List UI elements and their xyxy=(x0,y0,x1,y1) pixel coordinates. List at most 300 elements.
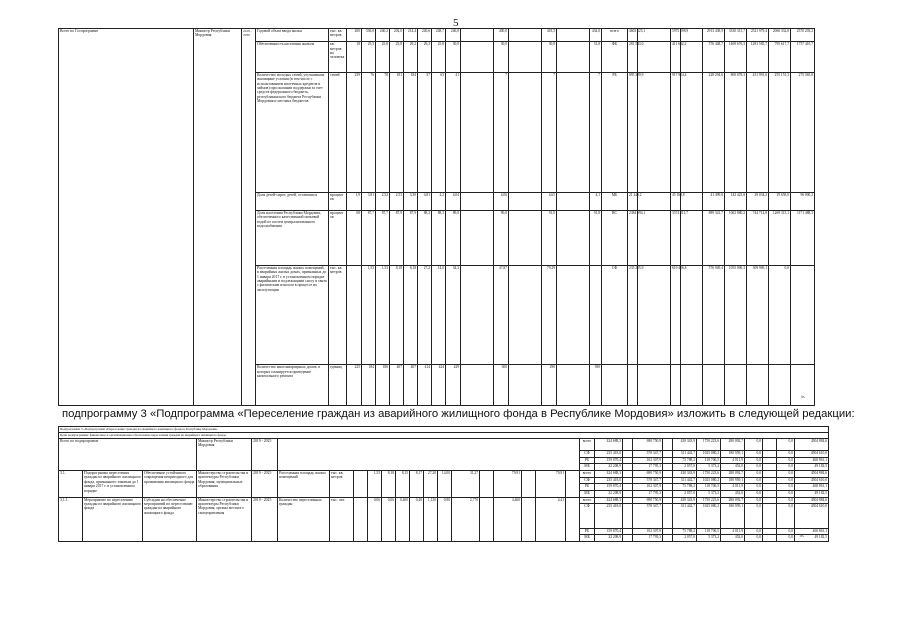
funding-value: 228 294,6 xyxy=(703,72,725,192)
indicator-value: 18 xyxy=(347,42,362,72)
indicator-value: 7 xyxy=(494,72,509,192)
funding-value: 4603 525,1 xyxy=(628,29,638,42)
funding-value: 180 959,1 xyxy=(721,477,745,484)
funding-value: 431 991,6 xyxy=(747,72,769,192)
source: РБ xyxy=(580,528,595,535)
total-row xyxy=(59,438,829,450)
funding-value: 41 499,8 xyxy=(703,192,725,210)
funding-value: 4504 610,0 xyxy=(795,504,829,528)
source: СФ xyxy=(580,504,595,528)
indicator-value: 414 xyxy=(418,365,432,406)
funding-value xyxy=(763,490,777,497)
funding-value xyxy=(663,471,673,478)
funding-value: 1055 096,3 xyxy=(725,265,747,365)
indicator-value: 29,2 xyxy=(404,42,418,72)
item-unit: тыс. чел. xyxy=(330,497,354,541)
item-indicator: Расселенная площадь жилых помещений xyxy=(278,471,330,498)
indicator-value xyxy=(461,365,494,406)
indicator-value xyxy=(557,29,590,42)
funding-value: 0,0 xyxy=(777,438,795,450)
indicator-value: 290 xyxy=(542,365,557,406)
funding-value: 5 373,2 xyxy=(697,535,721,542)
funding-value: 142 423,8 xyxy=(725,192,747,210)
funding-value: 895 389,9 xyxy=(628,72,638,192)
funding-value: 280 092,7 xyxy=(721,497,745,504)
indicator-value: 4,2 xyxy=(432,192,446,210)
funding-value xyxy=(725,365,747,406)
indicator-value: 89,0 xyxy=(446,210,461,265)
funding-value: 49 182,5 xyxy=(795,464,829,471)
funding-value: 0,0 xyxy=(745,464,763,471)
indicator-value: 25,8 xyxy=(376,42,390,72)
item-value: 79,91 xyxy=(536,471,566,498)
funding-value: 0,0 xyxy=(745,451,763,458)
indicator-value xyxy=(461,265,494,365)
funding-value: 4 011,9 xyxy=(721,528,745,535)
funding-value: 17 795,3 xyxy=(633,535,663,542)
funding-value: 96 000,2 xyxy=(791,192,815,210)
funding-value xyxy=(763,438,777,450)
source: РБ xyxy=(602,72,628,192)
item-title: Подпрограмма переселения граждан из аварийного жилищного фонда, признанного таковым до 1 января 2017 г. в установленном порядке xyxy=(83,471,143,498)
indicator-value: 30,8 xyxy=(542,42,557,72)
funding-value xyxy=(623,457,633,464)
indicator-value xyxy=(557,265,590,365)
funding-value: 21 249,2 xyxy=(628,192,638,210)
funding-value: 460 861,1 xyxy=(795,528,829,535)
item-value xyxy=(354,497,368,541)
item-executor: Министерство строительства и архитектуры Республики Мордовия, муниципальные образования xyxy=(197,471,252,498)
funding-value xyxy=(663,438,673,450)
item-value xyxy=(566,497,580,541)
funding-value: 430 343,9 xyxy=(673,471,697,478)
funding-value xyxy=(623,504,633,528)
item-value xyxy=(480,497,494,541)
funding-value xyxy=(681,72,703,192)
source: всего xyxy=(580,438,595,450)
funding-value xyxy=(663,484,673,491)
funding-value xyxy=(623,477,633,484)
funding-value xyxy=(763,504,777,528)
item-value: 0,48 xyxy=(410,497,424,541)
funding-value xyxy=(763,451,777,458)
indicator-value: 88,3 xyxy=(432,210,446,265)
funding-value: 1062 880,2 xyxy=(725,210,747,265)
indicator-value: 30,0 xyxy=(494,42,509,72)
funding-value: 0,0 xyxy=(777,528,795,535)
funding-value: 118 706,5 xyxy=(697,457,721,464)
indicator-name: Количество молодых семей, улучшивших жилищные условия (в том числе с использованием ипотечных кредитов и займов) при оказании поддержки за счет средств федерального бюджета, республиканского бюджета Республики Мордовия и местных бюджетов xyxy=(256,72,329,192)
period: 2019 - 2030 xyxy=(242,29,256,406)
item-number: 3.1. xyxy=(59,471,83,498)
funding-value: 2060 332,8 xyxy=(769,29,791,42)
indicator-value: 240,2 xyxy=(376,29,390,42)
indicator-value: 240,6 xyxy=(418,29,432,42)
funding-value: 1281 585,7 xyxy=(747,42,769,72)
funding-value: 0,0 xyxy=(769,265,791,365)
funding-value xyxy=(681,42,703,72)
item-period: 2019 - 2025 xyxy=(252,497,278,541)
funding-value: 159 870,4 xyxy=(595,484,623,491)
funding-value: 0,0 xyxy=(777,464,795,471)
funding-value xyxy=(638,192,671,210)
indicator-value: 27,2 xyxy=(418,265,432,365)
indicator-value: 79,29 xyxy=(542,265,557,365)
funding-value xyxy=(623,464,633,471)
funding-value: 0,0 xyxy=(745,471,763,478)
indicator-value: 336,0 xyxy=(362,29,376,42)
funding-value: 0,0 xyxy=(777,484,795,491)
funding-value: 235 205,9 xyxy=(628,265,638,365)
source: МБ xyxy=(580,535,595,542)
funding-value: 311 442,7 xyxy=(673,477,697,484)
item-value: 14,00 xyxy=(438,471,452,498)
funding-value xyxy=(663,528,673,535)
funding-value: 159 870,4 xyxy=(595,528,623,535)
funding-value xyxy=(763,535,777,542)
indicator-value: 200 xyxy=(347,29,362,42)
source: РБ xyxy=(580,457,595,464)
indicator-value xyxy=(461,210,494,265)
item-value: 8,18 xyxy=(382,471,396,498)
indicator-value: 8,18 xyxy=(404,265,418,365)
row-label: Всего по Госпрограмме xyxy=(59,29,194,406)
funding-value xyxy=(628,365,638,406)
funding-value xyxy=(763,528,777,535)
indicator-value: 4,04 xyxy=(446,192,461,210)
funding-value: 19 658,0 xyxy=(769,192,791,210)
funding-value xyxy=(623,490,633,497)
item-value xyxy=(522,471,536,498)
funding-value xyxy=(763,464,777,471)
funding-value: 1269 315,1 xyxy=(769,210,791,265)
indicator-value: 225 xyxy=(347,365,362,406)
funding-value: 118 706,5 xyxy=(697,528,721,535)
indicator-value xyxy=(509,365,542,406)
funding-value: 17 795,3 xyxy=(633,464,663,471)
source: всего xyxy=(580,471,595,478)
funding-value: 452,0 xyxy=(721,535,745,542)
funding-value: 0,0 xyxy=(745,438,763,450)
funding-value xyxy=(663,535,673,542)
indicator-value: 91,8 xyxy=(590,210,602,265)
funding-value: 22 208,9 xyxy=(595,535,623,542)
source: ФБ xyxy=(602,42,628,72)
funding-value: 75 788,2 xyxy=(673,528,697,535)
item-value: 79,91 xyxy=(494,471,522,498)
funding-value: 424 688,3 xyxy=(595,497,623,504)
funding-value: 4504 884,6 xyxy=(795,471,829,478)
indicator-value: 57 xyxy=(418,72,432,192)
program-row xyxy=(59,29,815,42)
funding-value xyxy=(638,265,671,365)
indicator-value: 34,3 xyxy=(446,265,461,365)
indicator-value: 91,0 xyxy=(542,210,557,265)
item-value: 27,20 xyxy=(424,471,438,498)
funding-value: 1750 223,6 xyxy=(697,471,721,478)
indicator-value: 390 xyxy=(590,365,602,406)
funding-value: 49 182,5 xyxy=(795,490,829,497)
funding-value xyxy=(763,457,777,464)
indicator-value: 31,8 xyxy=(590,42,602,72)
funding-value: 1025 080,2 xyxy=(697,504,721,528)
funding-value: 1757 410,7 xyxy=(791,42,815,72)
indicator-value xyxy=(557,42,590,72)
subprogram-goal-row-text: Цели подпрограммы: финансовое и организационное обеспечение переселения граждан из аварийного жилищного фонда xyxy=(59,432,829,438)
indicator-name: Расселенная площадь жилых помещений, в аварийных жилых домах, признанных до 1 января 2017 г. в установленном порядке аварийными и подлежащими сносу в связи с физическим износом в процессе их эксплуатации xyxy=(256,265,329,365)
indicator-value: 14,0 xyxy=(432,265,446,365)
indicator-value: 248,7 xyxy=(432,29,446,42)
indicator-value xyxy=(461,192,494,210)
funding-value: 102 307,9 xyxy=(633,484,663,491)
item-value xyxy=(480,471,494,498)
funding-value: 698 750,9 xyxy=(633,471,663,478)
funding-value: 698 750,9 xyxy=(633,438,663,450)
funding-value xyxy=(703,365,725,406)
unit: процентов xyxy=(329,210,347,265)
item-value xyxy=(354,471,368,498)
item-unit: тыс. кв. метров xyxy=(330,471,354,498)
indicator-value xyxy=(509,72,542,192)
indicator-value: 181 xyxy=(390,72,404,192)
indicator-value: 1,9 xyxy=(347,192,362,210)
indicator-value: 68 xyxy=(347,210,362,265)
funding-value: 281 543,0 xyxy=(628,42,638,72)
funding-value: 45 169,8 xyxy=(671,192,681,210)
item-value: 0,06 xyxy=(382,497,396,541)
indicator-value: 184 xyxy=(362,365,376,406)
item-measure: Субсидии на обеспечение мероприятий по переселению граждан из аварийного жилищного фонда xyxy=(143,497,197,541)
funding-value: 280 092,7 xyxy=(721,438,745,450)
funding-value: 2913 438,9 xyxy=(703,29,725,42)
funding-value xyxy=(663,464,673,471)
source xyxy=(602,365,628,406)
funding-value: 619 406,8 xyxy=(671,265,681,365)
funding-value: 2370 203,2 xyxy=(791,29,815,42)
indicator-value xyxy=(461,72,494,192)
funding-value xyxy=(681,210,703,265)
unit: процентов xyxy=(329,192,347,210)
item-value: 0,06 xyxy=(368,497,382,541)
indicator-value: 29,2 xyxy=(418,42,432,72)
page-number: 5 xyxy=(453,17,459,29)
total-period: 2019 - 2025 xyxy=(252,438,278,470)
source: СФ xyxy=(580,451,595,458)
funding-value: 75 788,2 xyxy=(673,457,697,464)
funding-value xyxy=(663,451,673,458)
funding-value xyxy=(623,451,633,458)
funding-value: 2 057,0 xyxy=(673,464,697,471)
funding-value: 0,0 xyxy=(745,497,763,504)
funding-value: 0,0 xyxy=(777,457,795,464)
indicator-name: Обеспеченность населения жильем xyxy=(256,42,329,72)
total-executor: Министр Республики Мордовия xyxy=(197,438,252,470)
indicator-value: 7 xyxy=(590,72,602,192)
indicator-value: 1,53 xyxy=(362,265,376,365)
indicator-value: 186 xyxy=(376,365,390,406)
indicator-value: 407 xyxy=(404,365,418,406)
funding-value xyxy=(681,265,703,365)
funding-value xyxy=(623,497,633,504)
indicator-value xyxy=(509,29,542,42)
indicator-value: 184 xyxy=(404,72,418,192)
funding-value: 578 347,7 xyxy=(633,451,663,458)
funding-value xyxy=(638,42,671,72)
funding-value: 311 442,7 xyxy=(673,451,697,458)
indicator-value: 88,2 xyxy=(418,210,432,265)
indicator-value xyxy=(509,265,542,365)
item-3-1-row xyxy=(59,471,829,478)
indicator-name: Количество многоквартирных домов, в которых планируется проведение капитального ремонта xyxy=(256,365,329,406)
subprogram-title-row-text: Подпрограмма 3 «Подпрограмма «Переселение граждан из аварийного жилищного фонда в Республике Мордовия» xyxy=(59,427,829,433)
indicator-value: 424 xyxy=(432,365,446,406)
item-value: 0,90 xyxy=(438,497,452,541)
funding-value: 309 969,1 xyxy=(747,265,769,365)
funding-value xyxy=(671,365,681,406)
funding-value xyxy=(638,72,671,192)
unit: тыс. кв. метров xyxy=(329,29,347,42)
funding-value: 0,0 xyxy=(745,457,763,464)
funding-value: 452,0 xyxy=(721,464,745,471)
unit: тыс. кв. метров xyxy=(329,265,347,365)
indicator-value xyxy=(461,42,494,72)
source: СФ xyxy=(602,265,628,365)
funding-value xyxy=(663,477,673,484)
funding-value: 576 949,4 xyxy=(703,265,725,365)
funding-value: 2 057,0 xyxy=(673,535,697,542)
funding-value: 430 343,9 xyxy=(673,438,697,450)
funding-value: 1469 676,3 xyxy=(725,42,747,72)
funding-value: 0,0 xyxy=(777,504,795,528)
indicator-value: 3,30 xyxy=(404,192,418,210)
indicator-value: 400,0 xyxy=(494,29,509,42)
subprogram-heading: подпрограмму 3 «Подпрограмма «Переселение граждан из аварийного жилищного фонда в Республике Мордовия» изложить в следующей редакции: xyxy=(62,408,855,420)
funding-value: 460 861,1 xyxy=(795,457,829,464)
source: РБ xyxy=(580,484,595,491)
indicator-value: 25,8 xyxy=(390,42,404,72)
funding-value xyxy=(763,477,777,484)
item-title: Мероприятие по переселению граждан из аварийного жилищного фонда xyxy=(83,497,143,541)
funding-value: 235 418,0 xyxy=(595,477,623,484)
indicator-value: 4,06 xyxy=(494,192,509,210)
funding-value: 0,0 xyxy=(745,535,763,542)
indicator-value: 87,7 xyxy=(376,210,390,265)
indicator-value: 47,87 xyxy=(494,265,509,365)
item-value: 2,770 xyxy=(452,497,480,541)
funding-value xyxy=(663,490,673,497)
indicator-value: 87,9 xyxy=(404,210,418,265)
indicator-value: 63 xyxy=(432,72,446,192)
funding-value: 4504 884,6 xyxy=(795,438,829,450)
indicator-value: 41 xyxy=(446,72,461,192)
funding-value: 275 365,8 xyxy=(791,72,815,192)
funding-value: 4504 610,0 xyxy=(795,477,829,484)
funding-value: 460 861,1 xyxy=(795,484,829,491)
funding-value: 0,0 xyxy=(777,477,795,484)
item-measure: Обеспечение устойчивого сокращения непригодного для проживания жилищного фонда xyxy=(143,471,197,498)
indicator-value xyxy=(590,265,602,365)
indicator-value: 418,5 xyxy=(542,29,557,42)
indicator-value: 2,53 xyxy=(390,192,404,210)
item-executor: Министерство строительства и архитектуры Республики Мордовия, органы местного самоуправления xyxy=(197,497,252,541)
item-value: 4,460 xyxy=(494,497,522,541)
funding-value: 29 034,2 xyxy=(747,192,769,210)
funding-value xyxy=(791,265,815,365)
item-indicator: Количество переселенных граждан xyxy=(278,497,330,541)
funding-value xyxy=(747,365,769,406)
indicator-value xyxy=(557,210,590,265)
funding-value: 1171 488,3 xyxy=(791,210,815,265)
funding-value: 17 795,3 xyxy=(633,490,663,497)
item-value xyxy=(522,497,536,541)
funding-value: 280 092,7 xyxy=(721,471,745,478)
indicator-value: 4,1 xyxy=(590,192,602,210)
funding-value xyxy=(763,497,777,504)
funding-value xyxy=(623,484,633,491)
funding-value: 0,0 xyxy=(777,451,795,458)
funding-value: 22 208,9 xyxy=(595,490,623,497)
funding-value: 3330 315,7 xyxy=(725,29,747,42)
indicator-value xyxy=(557,365,590,406)
item-3-1-1-row xyxy=(59,497,829,504)
source: МБ xyxy=(580,464,595,471)
item-number: 3.1.1. xyxy=(59,497,83,541)
funding-value: 0,0 xyxy=(777,497,795,504)
indicator-value: 214,4 xyxy=(404,29,418,42)
indicator-value: 30,0 xyxy=(446,42,461,72)
indicator-value xyxy=(509,192,542,210)
item-value: 8,17 xyxy=(410,471,424,498)
unit: кв. метров на человека xyxy=(329,42,347,72)
funding-value xyxy=(769,365,791,406)
funding-value: 235 418,0 xyxy=(595,504,623,528)
funding-value: 917 954,4 xyxy=(671,72,681,192)
item-value: 31,27 xyxy=(452,471,480,498)
indicator-value: 202,0 xyxy=(390,29,404,42)
funding-value xyxy=(623,438,633,450)
indicator-value: 7 xyxy=(542,72,557,192)
funding-value: 49 182,5 xyxy=(795,535,829,542)
unit: единиц xyxy=(329,365,347,406)
funding-value: 255 151,3 xyxy=(769,72,791,192)
funding-value: 4504 884,6 xyxy=(795,497,829,504)
funding-value xyxy=(681,365,703,406)
funding-value: 2521 979,4 xyxy=(747,29,769,42)
funding-value: 424 688,3 xyxy=(595,471,623,478)
indicator-value: 407 xyxy=(390,365,404,406)
funding-value: 1025 080,2 xyxy=(697,451,721,458)
indicator-value: 239 xyxy=(347,72,362,192)
funding-value xyxy=(638,210,671,265)
source: всего xyxy=(602,29,628,42)
indicator-value xyxy=(509,210,542,265)
funding-value: 75 788,2 xyxy=(673,484,697,491)
funding-value xyxy=(763,484,777,491)
item-value: 1,130 xyxy=(424,497,438,541)
source: МБ xyxy=(602,192,628,210)
funding-value: 576 448,7 xyxy=(703,42,725,72)
funding-value: 22 208,9 xyxy=(595,464,623,471)
indicator-value: 4,65 xyxy=(542,192,557,210)
funding-value: 102 307,9 xyxy=(633,528,663,535)
funding-value: 5 373,2 xyxy=(697,490,721,497)
funding-value: 118 706,5 xyxy=(697,484,721,491)
funding-value xyxy=(638,365,671,406)
funding-value: 4 011,9 xyxy=(721,484,745,491)
source: ВС xyxy=(602,210,628,265)
source: МБ xyxy=(580,490,595,497)
indicator-name: Годовой объем ввода жилья xyxy=(256,29,329,42)
